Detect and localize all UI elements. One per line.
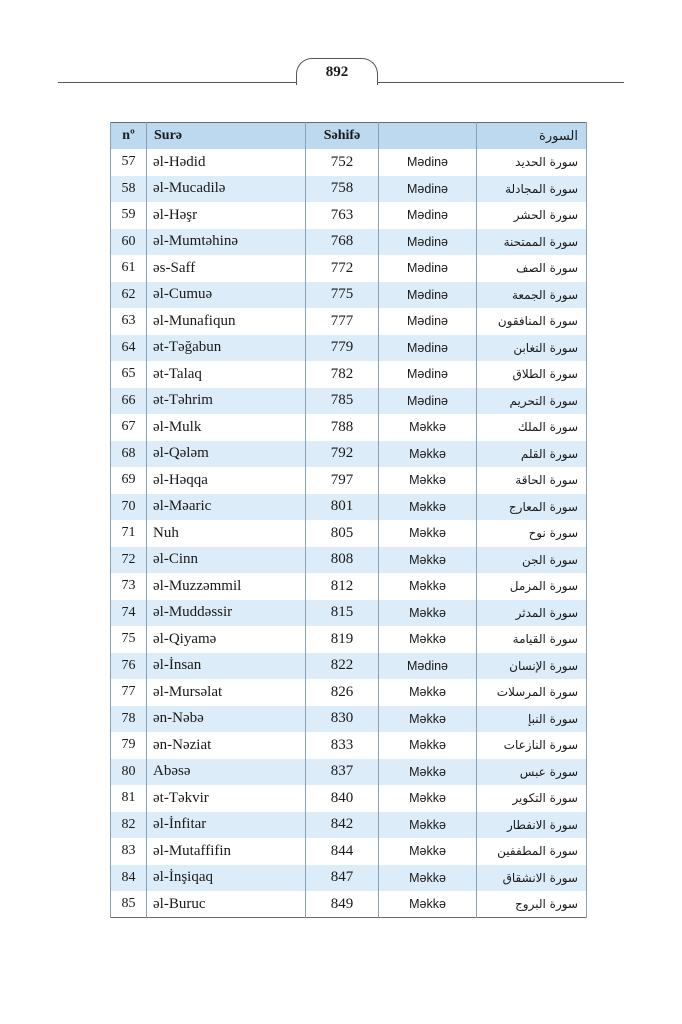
surah-name: əl-Mursəlat (147, 679, 306, 706)
arabic-name: سورة الصف (477, 255, 587, 282)
revelation-place: Məkkə (379, 573, 477, 600)
table-row (111, 812, 587, 839)
surah-number: 59 (111, 202, 147, 229)
table-row (111, 494, 587, 521)
surah-name: əl-Muzzəmmil (147, 573, 306, 600)
surah-number: 78 (111, 706, 147, 733)
revelation-place: Mədinə (379, 361, 477, 388)
page-number-cell: 772 (306, 255, 379, 282)
surah-number: 62 (111, 282, 147, 309)
surah-name: əl-Mumtəhinə (147, 229, 306, 256)
revelation-place: Mədinə (379, 176, 477, 203)
surah-name: ət-Təhrim (147, 388, 306, 415)
page-number-cell: 808 (306, 547, 379, 574)
revelation-place: Mədinə (379, 149, 477, 176)
revelation-place: Məkkə (379, 520, 477, 547)
revelation-place: Məkkə (379, 626, 477, 653)
surah-number: 71 (111, 520, 147, 547)
arabic-name: سورة التغابن (477, 335, 587, 362)
page-number-cell: 815 (306, 600, 379, 627)
table-row (111, 865, 587, 892)
surah-number: 66 (111, 388, 147, 415)
surah-name: əl-Qiyamə (147, 626, 306, 653)
surah-number: 63 (111, 308, 147, 335)
surah-number: 58 (111, 176, 147, 203)
surah-number: 64 (111, 335, 147, 362)
table-row (111, 388, 587, 415)
surah-name: əl-Muddəssir (147, 600, 306, 627)
revelation-place: Mədinə (379, 202, 477, 229)
revelation-place: Məkkə (379, 467, 477, 494)
surah-name: əl-Munafiqun (147, 308, 306, 335)
surah-name: əl-İnfitar (147, 812, 306, 839)
table-row (111, 706, 587, 733)
page-number-cell: 840 (306, 785, 379, 812)
surah-name: əl-Həşr (147, 202, 306, 229)
surah-number: 79 (111, 732, 147, 759)
table-row (111, 467, 587, 494)
table-row (111, 626, 587, 653)
surah-number: 82 (111, 812, 147, 839)
arabic-name: سورة الإنسان (477, 653, 587, 680)
arabic-name: سورة الحشر (477, 202, 587, 229)
arabic-name: سورة الحاقة (477, 467, 587, 494)
table-row (111, 229, 587, 256)
surah-number: 85 (111, 891, 147, 918)
revelation-place: Məkkə (379, 441, 477, 468)
page-number-cell: 797 (306, 467, 379, 494)
revelation-place: Mədinə (379, 282, 477, 309)
revelation-place: Məkkə (379, 600, 477, 627)
arabic-name: سورة القيامة (477, 626, 587, 653)
surah-name: əl-Mulk (147, 414, 306, 441)
page-number-cell: 837 (306, 759, 379, 786)
table-row (111, 308, 587, 335)
surah-number: 77 (111, 679, 147, 706)
surah-number: 70 (111, 494, 147, 521)
surah-number: 75 (111, 626, 147, 653)
arabic-name: سورة القلم (477, 441, 587, 468)
revelation-place: Mədinə (379, 335, 477, 362)
surah-number: 69 (111, 467, 147, 494)
arabic-name: سورة الانفطار (477, 812, 587, 839)
arabic-name: سورة التكوير (477, 785, 587, 812)
page-number-cell: 842 (306, 812, 379, 839)
table-row (111, 732, 587, 759)
revelation-place: Məkkə (379, 812, 477, 839)
table-row (111, 838, 587, 865)
revelation-place: Mədinə (379, 255, 477, 282)
arabic-name: سورة المدثر (477, 600, 587, 627)
page-number-cell: 826 (306, 679, 379, 706)
page-number: 892 (296, 58, 378, 85)
revelation-place: Məkkə (379, 414, 477, 441)
arabic-name: سورة الطلاق (477, 361, 587, 388)
surah-name: əl-İnşiqaq (147, 865, 306, 892)
arabic-name: سورة الملك (477, 414, 587, 441)
surah-name: əl-Hədid (147, 149, 306, 176)
revelation-place: Mədinə (379, 229, 477, 256)
surah-name: əl-İnsan (147, 653, 306, 680)
surah-number: 68 (111, 441, 147, 468)
table-row (111, 149, 587, 176)
surah-name: ən-Nəbə (147, 706, 306, 733)
surah-name: Nuh (147, 520, 306, 547)
surah-number: 76 (111, 653, 147, 680)
surah-number: 83 (111, 838, 147, 865)
surah-number: 65 (111, 361, 147, 388)
revelation-place: Məkkə (379, 759, 477, 786)
revelation-place: Məkkə (379, 891, 477, 918)
surah-name: əs-Saff (147, 255, 306, 282)
arabic-name: سورة الممتحنة (477, 229, 587, 256)
surah-name: əl-Qələm (147, 441, 306, 468)
surah-number: 81 (111, 785, 147, 812)
revelation-place: Məkkə (379, 838, 477, 865)
table-row (111, 785, 587, 812)
page-number-cell: 847 (306, 865, 379, 892)
arabic-name: سورة التحريم (477, 388, 587, 415)
arabic-name: سورة المزمل (477, 573, 587, 600)
surah-number: 74 (111, 600, 147, 627)
header-number: nº (111, 123, 147, 150)
surah-number: 80 (111, 759, 147, 786)
surah-name: əl-Mucadilə (147, 176, 306, 203)
arabic-name: سورة البروج (477, 891, 587, 918)
arabic-name: سورة النبإ (477, 706, 587, 733)
revelation-place: Məkkə (379, 732, 477, 759)
table-row (111, 176, 587, 203)
revelation-place: Məkkə (379, 785, 477, 812)
arabic-name: سورة المجادلة (477, 176, 587, 203)
table-row (111, 653, 587, 680)
surah-name: ən-Nəziat (147, 732, 306, 759)
header-surah: Surə (147, 123, 306, 150)
table-row (111, 573, 587, 600)
arabic-name: سورة الجمعة (477, 282, 587, 309)
table-row (111, 547, 587, 574)
page-number-cell: 788 (306, 414, 379, 441)
surah-name: əl-Həqqa (147, 467, 306, 494)
table-row (111, 759, 587, 786)
revelation-place: Mədinə (379, 388, 477, 415)
table-body (111, 149, 587, 918)
arabic-name: سورة المرسلات (477, 679, 587, 706)
table-row (111, 600, 587, 627)
arabic-name: سورة نوح (477, 520, 587, 547)
arabic-name: سورة الحديد (477, 149, 587, 176)
surah-number: 72 (111, 547, 147, 574)
surah-name: ət-Təkvir (147, 785, 306, 812)
page-number-cell: 758 (306, 176, 379, 203)
page-number-cell: 844 (306, 838, 379, 865)
arabic-name: سورة المعارج (477, 494, 587, 521)
page-number-cell: 752 (306, 149, 379, 176)
page-number-cell: 822 (306, 653, 379, 680)
page-number-cell: 775 (306, 282, 379, 309)
surah-name: ət-Təğabun (147, 335, 306, 362)
surah-name: ət-Talaq (147, 361, 306, 388)
arabic-name: سورة الانشقاق (477, 865, 587, 892)
table-row (111, 335, 587, 362)
revelation-place: Məkkə (379, 706, 477, 733)
arabic-name: سورة عبس (477, 759, 587, 786)
surah-number: 57 (111, 149, 147, 176)
page-number-cell: 833 (306, 732, 379, 759)
surah-number: 61 (111, 255, 147, 282)
table-header-row (111, 123, 587, 150)
revelation-place: Məkkə (379, 547, 477, 574)
table-row (111, 679, 587, 706)
table-row (111, 282, 587, 309)
surah-number: 60 (111, 229, 147, 256)
page-number-cell: 779 (306, 335, 379, 362)
table-row (111, 255, 587, 282)
page-number-cell: 777 (306, 308, 379, 335)
arabic-name: سورة المنافقون (477, 308, 587, 335)
surah-name: əl-Mutaffifin (147, 838, 306, 865)
surah-name: Abəsə (147, 759, 306, 786)
surah-number: 84 (111, 865, 147, 892)
revelation-place: Mədinə (379, 653, 477, 680)
revelation-place: Məkkə (379, 865, 477, 892)
table-row (111, 891, 587, 918)
surah-name: əl-Cumuə (147, 282, 306, 309)
revelation-place: Mədinə (379, 308, 477, 335)
surah-number: 67 (111, 414, 147, 441)
header-page: Səhifə (306, 123, 379, 150)
surah-number: 73 (111, 573, 147, 600)
header-place (379, 123, 477, 150)
surah-name: əl-Buruc (147, 891, 306, 918)
table-row (111, 361, 587, 388)
surah-name: əl-Cinn (147, 547, 306, 574)
table-row (111, 441, 587, 468)
surah-table (110, 122, 587, 918)
page-number-cell: 782 (306, 361, 379, 388)
arabic-name: سورة المطففين (477, 838, 587, 865)
page-number-cell: 830 (306, 706, 379, 733)
table-row (111, 414, 587, 441)
page-number-cell: 768 (306, 229, 379, 256)
surah-name: əl-Məaric (147, 494, 306, 521)
revelation-place: Məkkə (379, 679, 477, 706)
table-row (111, 202, 587, 229)
page-number-cell: 812 (306, 573, 379, 600)
arabic-name: سورة الجن (477, 547, 587, 574)
page-number-cell: 819 (306, 626, 379, 653)
page-number-cell: 805 (306, 520, 379, 547)
table-row (111, 520, 587, 547)
page-number-cell: 849 (306, 891, 379, 918)
page-number-cell: 792 (306, 441, 379, 468)
header-arabic: السورة (477, 123, 587, 150)
page-number-cell: 763 (306, 202, 379, 229)
revelation-place: Məkkə (379, 494, 477, 521)
arabic-name: سورة النازعات (477, 732, 587, 759)
page-number-cell: 785 (306, 388, 379, 415)
page-number-cell: 801 (306, 494, 379, 521)
